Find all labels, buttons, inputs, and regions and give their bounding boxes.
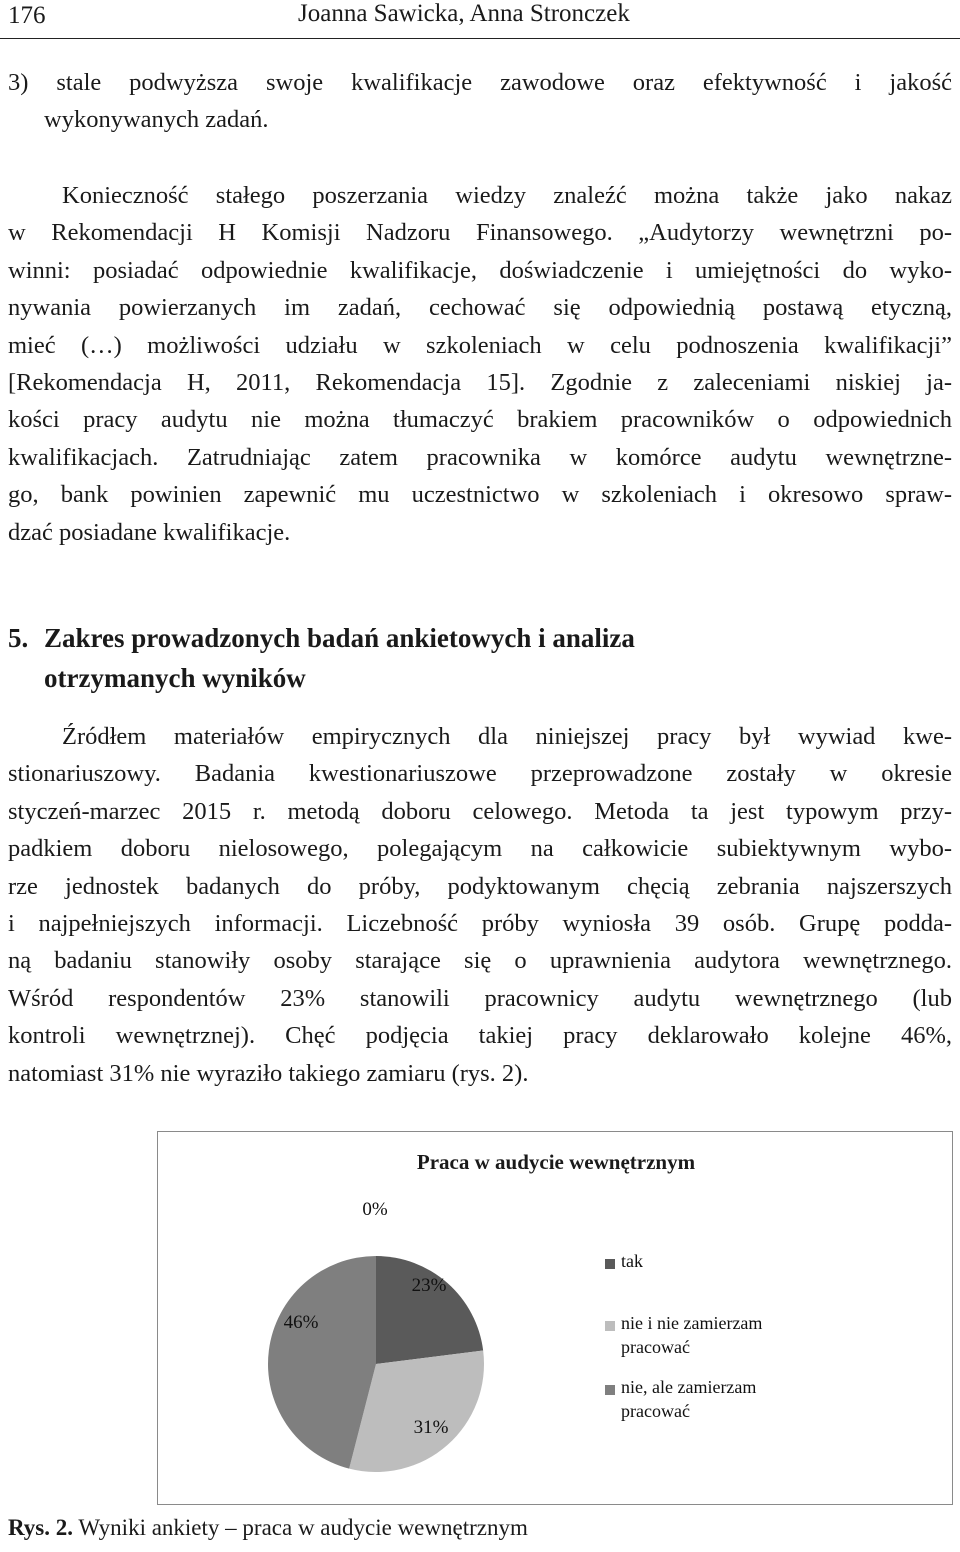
- section-number: 5.: [8, 623, 29, 653]
- text-line: go, bank powinien zapewnić mu uczestnictwo w szkoleniach i okresowo spraw-: [8, 481, 952, 509]
- text-line: Konieczność stałego poszerzania wiedzy znaleźć można także jako nakaz: [62, 182, 952, 209]
- text-line: rze jednostek badanych do próby, podyktowanym chęcią zebrania najszerszych: [8, 872, 952, 900]
- paragraph: [8, 177, 952, 551]
- section-heading: [8, 618, 635, 698]
- legend-label: pracować: [621, 1337, 690, 1357]
- page-header: [0, 0, 960, 39]
- text-line: nywania powierzanych im zadań, cechować się odpowiednią postawą etyczną,: [8, 294, 952, 322]
- text-line: ną badaniu stanowiły osoby starające się o uprawnienia audytora wewnętrznego.: [8, 947, 952, 975]
- text-line: dzać posiadane kwalifikacje.: [8, 518, 291, 546]
- text-line: styczeń-marzec 2015 r. metodą doboru celowego. Metoda ta jest typowym przy-: [8, 797, 952, 825]
- legend-swatch: [605, 1385, 615, 1395]
- text-line: padkiem doboru nielosowego, polegającym na całkowicie subiektywnym wybo-: [8, 835, 952, 863]
- legend-label: nie i nie zamierzam: [621, 1313, 763, 1333]
- slice-label: 46%: [283, 1312, 319, 1333]
- slice-label: 0%: [362, 1199, 388, 1220]
- slice-label: 31%: [413, 1417, 449, 1438]
- figure-caption: [8, 1515, 528, 1541]
- legend-label: nie, ale zamierzam: [621, 1377, 757, 1397]
- caption-label: Rys. 2.: [8, 1515, 74, 1540]
- list-item-3: [8, 64, 952, 139]
- running-head: Joanna Sawicka, Anna Stronczek: [298, 0, 630, 27]
- text-line: [Rekomendacja H, 2011, Rekomendacja 15]. Zgodnie z zaleceniami niskiej ja-: [8, 369, 952, 397]
- text-line: Źródłem materiałów empirycznych dla niniejszej pracy był wywiad kwe-: [62, 723, 952, 750]
- legend-label: pracować: [621, 1401, 690, 1421]
- pie-chart: [158, 1132, 954, 1506]
- pie-slice: [376, 1256, 483, 1364]
- text-line: stionariuszowy. Badania kwestionariuszowe przeprowadzone zostały w okresie: [8, 760, 952, 788]
- text-line: w Rekomendacji H Komisji Nadzoru Finansowego. „Audytorzy wewnętrzni po-: [8, 219, 952, 247]
- section-title: Zakres prowadzonych badań ankietowych i analiza: [44, 623, 635, 653]
- text-line: Wśród respondentów 23% stanowili pracownicy audytu wewnętrznego (lub: [8, 984, 952, 1012]
- pie-chart-figure: [157, 1131, 953, 1505]
- text-line: wykonywanych zadań.: [44, 106, 269, 134]
- text-line: 3) stale podwyższa swoje kwalifikacje zawodowe oraz efektywność i jakość: [8, 69, 952, 96]
- text-line: i najpełniejszych informacji. Liczebność próby wyniosła 39 osób. Grupę podda-: [8, 910, 952, 938]
- text-line: kontroli wewnętrznej). Chęć podjęcia takiej pracy deklarowało kolejne 46%,: [8, 1022, 952, 1050]
- text-line: winni: posiadać odpowiednie kwalifikacje, doświadczenie i umiejętności do wyko-: [8, 256, 952, 284]
- text-line: kości pracy audytu nie można tłumaczyć brakiem pracowników o odpowiednich: [8, 406, 952, 434]
- text-line: mieć (…) możliwości udziału w szkoleniach w celu podnoszenia kwalifikacji”: [8, 331, 952, 359]
- paragraph: [8, 718, 952, 1092]
- caption-text: Wyniki ankiety – praca w audycie wewnętrznym: [73, 1515, 528, 1540]
- text-line: kwalifikacjach. Zatrudniając zatem pracownika w komórce audytu wewnętrzne-: [8, 443, 952, 471]
- chart-title: Praca w audycie wewnętrznym: [416, 1150, 696, 1174]
- legend-swatch: [605, 1259, 615, 1269]
- text-line: natomiast 31% nie wyraziło takiego zamiaru (rys. 2).: [8, 1059, 529, 1087]
- page-number: 176: [8, 2, 46, 29]
- slice-label: 23%: [411, 1275, 447, 1296]
- legend-swatch: [605, 1321, 615, 1331]
- section-title-continued: otrzymanych wyników: [44, 663, 306, 693]
- legend-label: tak: [621, 1251, 643, 1271]
